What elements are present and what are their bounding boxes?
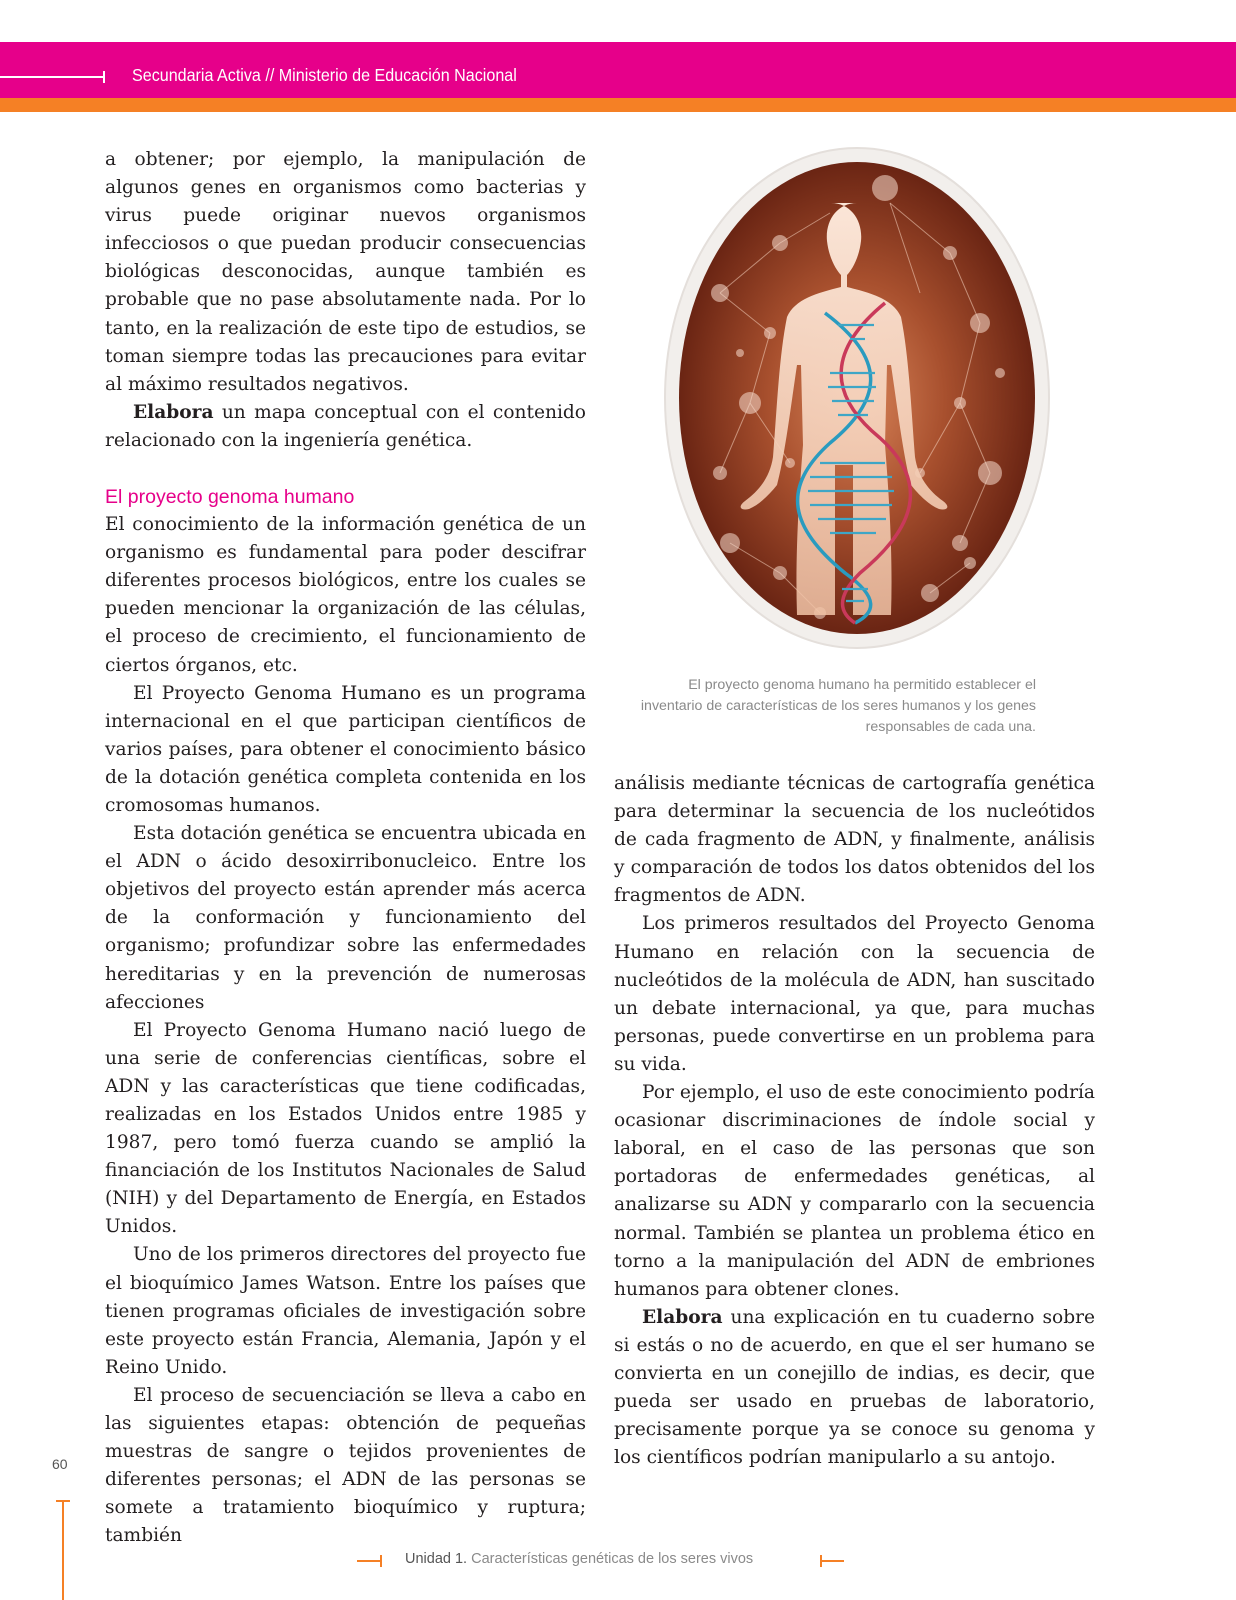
activity-keyword: Elabora (642, 1306, 723, 1328)
paragraph: Los primeros resultados del Proyecto Genoma Humano en relación con la secuencia de nucleótidos de la molécula de ADN, han suscitado un debate internacional, ya que, para muchas personas, puede convertirse en un problema para su vida. (614, 913, 1095, 1075)
genome-illustration (660, 143, 1055, 653)
paragraph: Esta dotación genética se encuentra ubicada en el ADN o ácido desoxirribonucleico. Entre los objetivos del proyecto están aprender más acerca de la conformación y funcionamiento del organismo; profundizar sobre las enfermedades hereditarias y en la prevención de numerosas afecciones (105, 823, 586, 1013)
activity-paragraph (614, 1304, 1095, 1473)
margin-rule (62, 1500, 64, 1600)
activity-text: un mapa conceptual con el contenido relacionado con la ingeniería genética. (105, 401, 586, 451)
footer-rule-left-tick (380, 1555, 382, 1567)
footer-rule-right (820, 1560, 844, 1562)
paragraph: El proceso de secuenciación se lleva a cabo en las siguientes etapas: obtención de pequeñas muestras de sangre o tejidos provenientes de diferentes personas; el ADN de las personas se somete a tratamiento bioquímico y ruptura; también (105, 1384, 586, 1547)
activity-paragraph (105, 399, 586, 455)
paragraph: análisis mediante técnicas de cartografía genética para determinar la secuencia de los nucleótidos de cada fragmento de ADN, y finalmente, análisis y comparación de todos los datos obtenidos del los fragmentos de ADN. (614, 773, 1095, 907)
paragraph: El Proyecto Genoma Humano nació luego de una serie de conferencias científicas, sobre el ADN y las características que tiene codificadas, realizadas en los Estados Unidos entre 1985 y 1987, pero tomó fuerza cuando se amplió la financiación de los Institutos Nacionales de Salud (NIH) y del Departamento de Energía, en Estados Unidos. (105, 1019, 586, 1238)
footer-rule-left (357, 1560, 381, 1562)
footer-rule-right-tick (820, 1555, 822, 1567)
activity-keyword: Elabora (133, 401, 214, 423)
footer-text (405, 1551, 753, 1567)
paragraph: El Proyecto Genoma Humano es un programa internacional en el que participan científicos de varios países, para obtener el conocimiento básico de la dotación genética completa contenida en los cromosomas humanos. (105, 682, 586, 816)
left-column (105, 146, 586, 1551)
header-accent-bar (0, 98, 1236, 112)
paragraph: Uno de los primeros directores del proyecto fue el bioquímico James Watson. Entre los países que tienen programas oficiales de investigación sobre este proyecto están Francia, Alemania, Japón y el Reino Unido. (105, 1244, 586, 1378)
header-rule (0, 76, 104, 78)
activity-text: una explicación en tu cuaderno sobre si estás o no de acuerdo, en que el ser humano se convierta en un conejillo de indias, es decir, que pueda ser usado en pruebas de laboratorio, precisamente porque ya se conoce su genoma y los científicos podrían manipularlo a su antojo. (614, 1306, 1095, 1469)
paragraph: Por ejemplo, el uso de este conocimiento podría ocasionar discriminaciones de índole social y laboral, en el caso de las personas que son portadoras de enfermedades genéticas, al analizarse su ADN y compararlo con la secuencia normal. También se plantea un problema ético en torno a la manipulación del ADN de embriones humanos para obtener clones. (614, 1082, 1095, 1300)
section-title: El proyecto genoma humano (105, 486, 355, 509)
header-rule-tick (103, 71, 105, 83)
header-title: Secundaria Activa // Ministerio de Educación Nacional (132, 65, 517, 85)
figure-caption: El proyecto genoma humano ha permitido establecer el inventario de características de los seres humanos y los genes responsables de cada una. (640, 677, 1036, 735)
page-number: 60 (52, 1456, 68, 1472)
paragraph: a obtener; por ejemplo, la manipulación de algunos genes en organismos como bacterias y virus puede originar nuevos organismos infecciosos o que puedan producir consecuencias biológicas desconocidas, aunque también es probable que no pase absolutamente nada. Por lo tanto, en la realización de este tipo de estudios, se toman siempre todas las precauciones para evitar al máximo resultados negativos. (105, 149, 586, 395)
paragraph: El conocimiento de la información genética de un organismo es fundamental para poder descifrar diferentes procesos biológicos, entre los cuales se pueden mencionar la organización de las células, el proceso de crecimiento, el funcionamiento de ciertos órganos, etc. (105, 514, 586, 676)
footer-unit-title: Características genéticas de los seres vivos (467, 1551, 754, 1567)
right-column (614, 770, 1095, 1472)
human-dna-image (660, 143, 1055, 653)
footer-unit: Unidad 1. (405, 1551, 468, 1567)
